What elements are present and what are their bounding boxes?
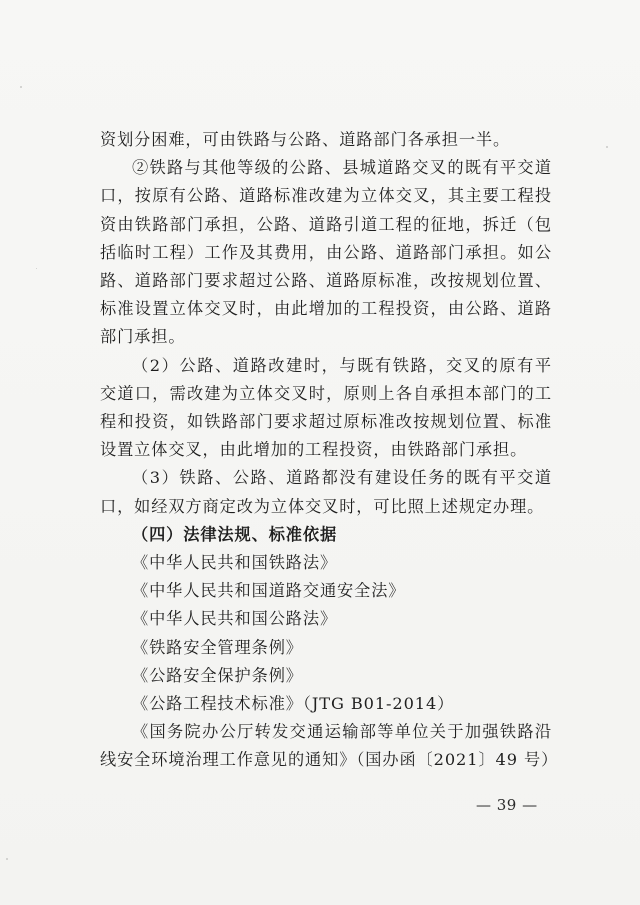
reference-highway-protection-regulation: 《公路安全保护条例》 <box>132 665 303 685</box>
page-number: — 39 — <box>476 796 538 814</box>
reference-railway-law: 《中华人民共和国铁路法》 <box>132 553 338 573</box>
reference-railway-safety-regulation: 《铁路安全管理条例》 <box>132 637 303 657</box>
scan-speck <box>606 146 608 148</box>
scan-speck <box>20 86 22 88</box>
scan-speck <box>6 858 8 860</box>
section-heading: （四）法律法规、标准依据 <box>132 524 338 544</box>
reference-highway-technical-standard: 《公路工程技术标准》（JTG B01-2014） <box>132 694 455 714</box>
reference-highway-law: 《中华人民共和国公路法》 <box>132 609 338 629</box>
document-body <box>100 126 559 775</box>
paragraph-3: （2）公路、道路改建时，与既有铁路，交叉的原有平交道口，需改建为立体交叉时，原则上各自承担本部门的工程和投资，如铁路部门要求超过原标准改按规划位置、标准设置立体交叉，由此增加的工程投资，由铁路部门承担。 <box>100 355 552 460</box>
reference-state-council-notice: 《国务院办公厅转发交通运输部等单位关于加强铁路沿线安全环境治理工作意见的通知》（国办函〔2021〕49 号） <box>100 722 559 770</box>
scan-speck <box>36 268 37 269</box>
paragraph-4: （3）铁路、公路、道路都没有建设任务的既有平交道口，如经双方商定改为立体交叉时，可比照上述规定办理。 <box>100 468 552 516</box>
reference-road-traffic-safety-law: 《中华人民共和国道路交通安全法》 <box>132 581 406 601</box>
paragraph-2: ②铁路与其他等级的公路、县城道路交叉的既有平交道口，按原有公路、道路标准改建为立体交叉，其主要工程投资由铁路部门承担，公路、道路引道工程的征地，拆迁（包括临时工程）工作及其费用，由公路、道路部门承担。如公路、道路部门要求超过公路、道路原标准，改按规划位置、标准设置立体交叉时，由此增加的工程投资，由公路、道路部门承担。 <box>100 158 552 347</box>
paragraph-1: 资划分困难，可由铁路与公路、道路部门各承担一半。 <box>100 130 511 149</box>
